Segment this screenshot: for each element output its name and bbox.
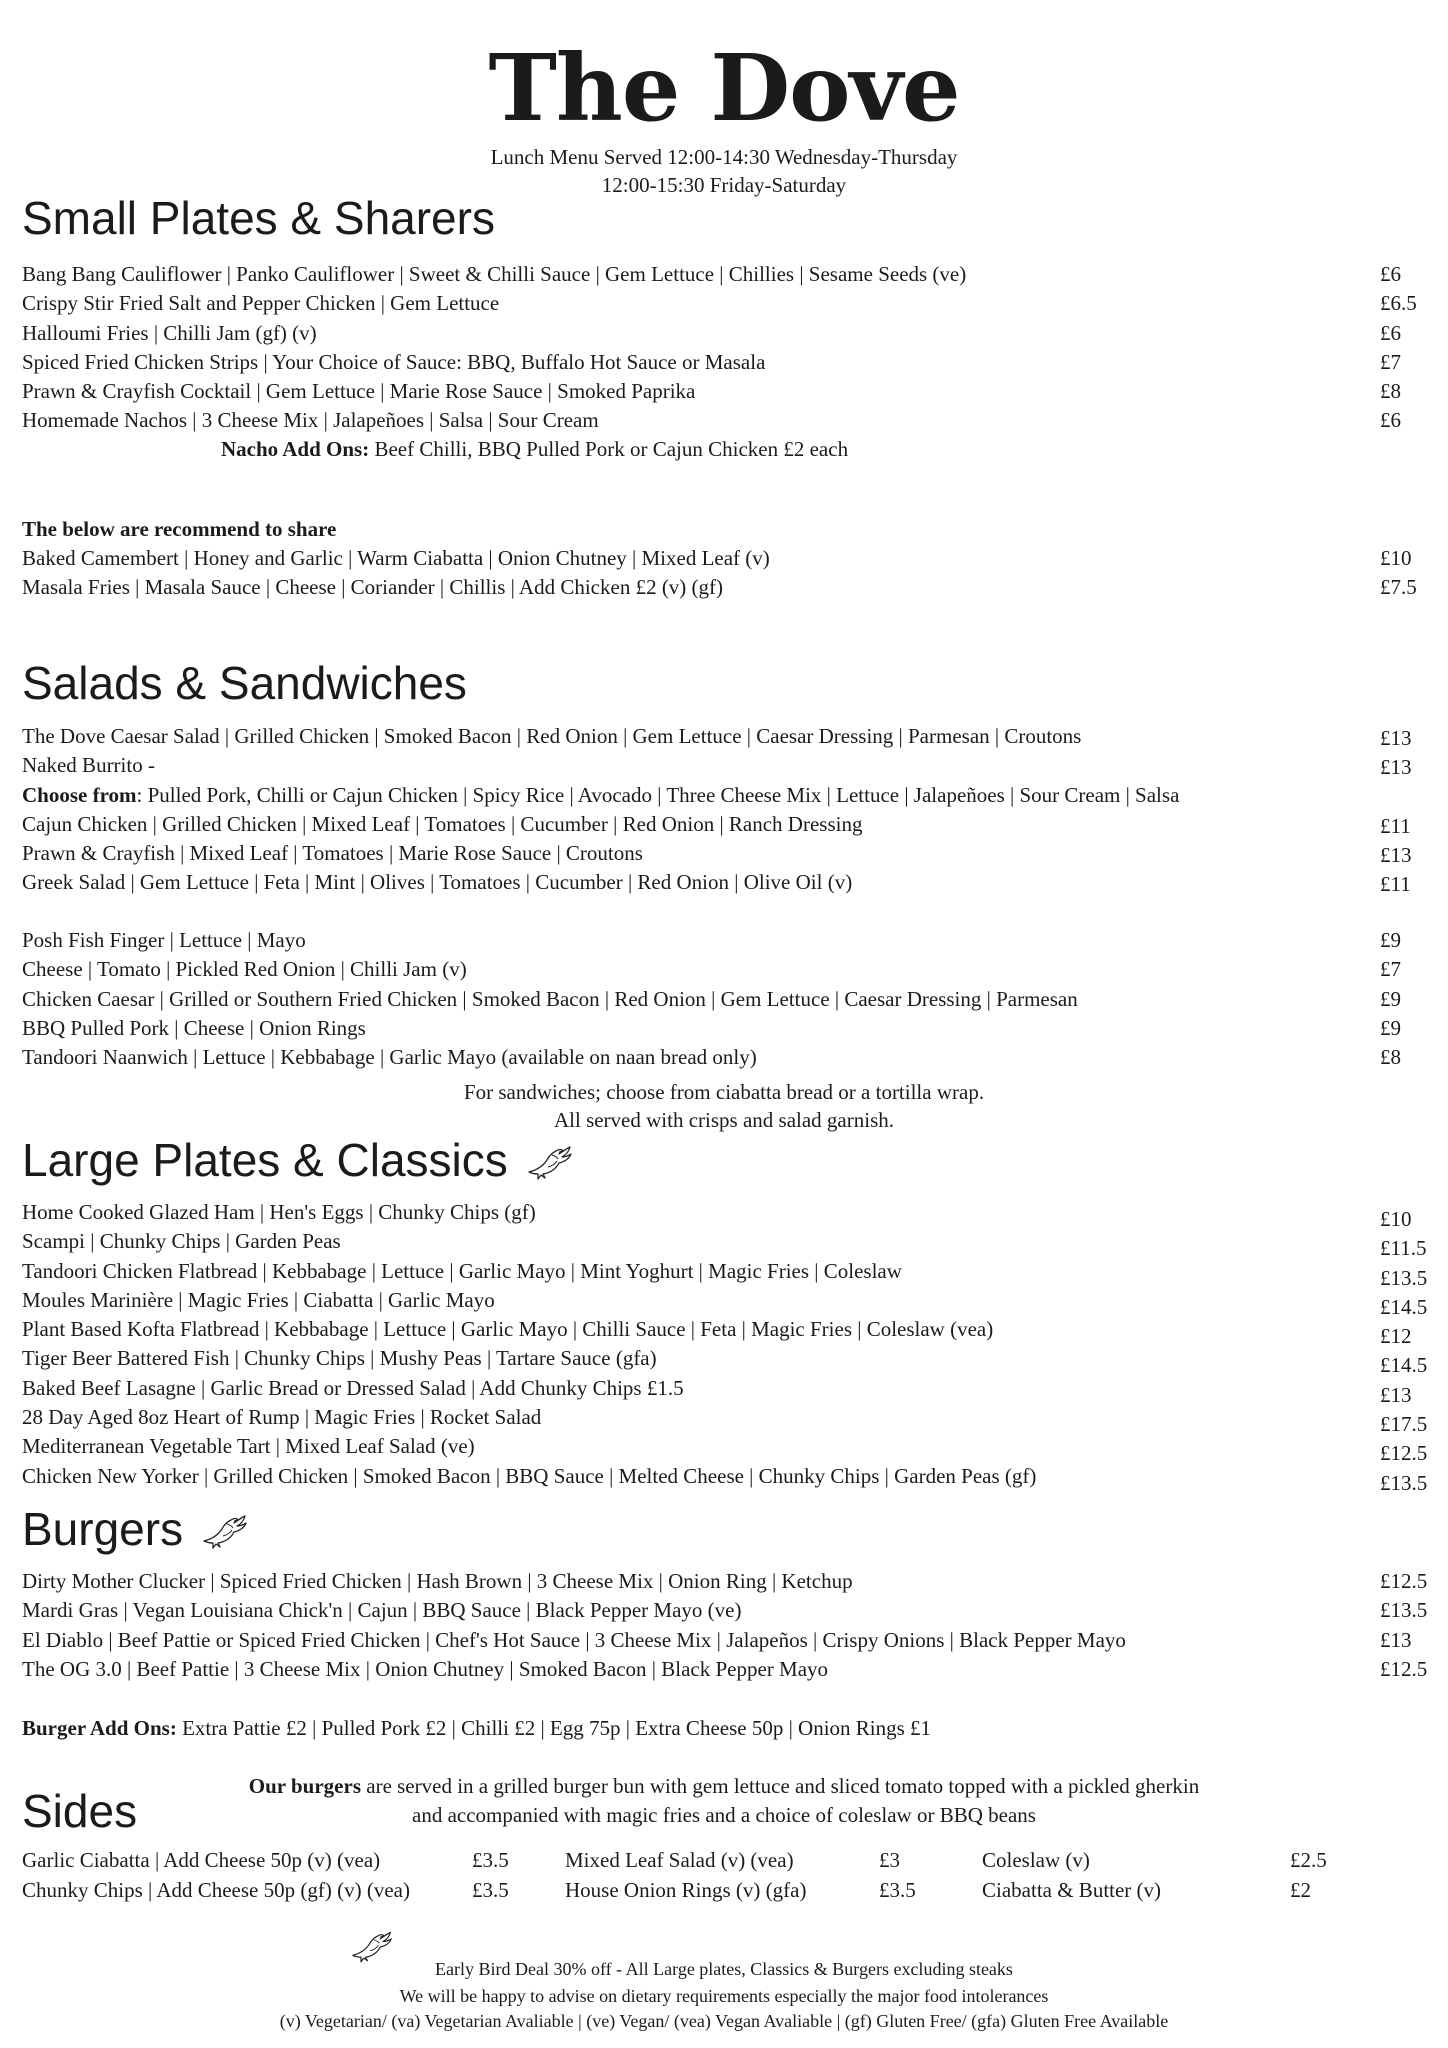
item-price: £14.5 (1380, 1294, 1428, 1319)
burrito-options (22, 781, 1432, 810)
menu-item (22, 319, 1432, 348)
menu-item (22, 1596, 1432, 1625)
salads-list (22, 722, 1432, 898)
menu-item (22, 573, 1432, 602)
section-heading-sides: Sides (22, 1785, 138, 1837)
item-name: BBQ Pulled Pork | Cheese | Onion Rings (22, 1015, 366, 1040)
menu-item (22, 1257, 1432, 1290)
item-name: Tiger Beer Battered Fish | Chunky Chips | Mushy Peas | Tartare Sauce (gfa) (22, 1346, 657, 1371)
item-name: Naked Burrito - (22, 753, 155, 778)
item-price: £13.5 (1380, 1470, 1428, 1495)
item-price: £13 (1380, 1627, 1412, 1652)
menu-item (22, 1567, 1432, 1596)
item-name: The OG 3.0 | Beef Pattie | 3 Cheese Mix | Onion Chutney | Smoked Bacon | Black Pepper Mayo (22, 1656, 829, 1681)
menu-item (22, 348, 1432, 377)
side-name: House Onion Rings (v) (gfa) (565, 1878, 807, 1902)
side-price: £2 (1290, 1878, 1311, 1902)
item-price: £7 (1380, 957, 1401, 982)
item-name: Homemade Nachos | 3 Cheese Mix | Jalapeñoes | Salsa | Sour Cream (22, 408, 599, 433)
section-heading-large-plates (22, 1133, 574, 1187)
section-heading-burgers (22, 1502, 249, 1556)
item-name: Crispy Stir Fried Salt and Pepper Chicken | Gem Lettuce (22, 291, 500, 316)
menu-item (22, 1626, 1432, 1655)
item-price: £9 (1380, 986, 1401, 1011)
sides-list (22, 1845, 1432, 1905)
menu-item (22, 1403, 1432, 1437)
item-name: Cajun Chicken | Grilled Chicken | Mixed Leaf | Tomatoes | Cucumber | Red Onion | Ranch Dressing (22, 811, 863, 836)
dietary-advice: We will be happy to advise on dietary requirements especially the major food intolerances (399, 1986, 1049, 2006)
item-price: £17.5 (1380, 1412, 1428, 1437)
item-price: £12.5 (1380, 1569, 1428, 1593)
section-heading-small-plates: Small Plates & Sharers (22, 192, 495, 244)
item-name: Greek Salad | Gem Lettuce | Feta | Mint | Olives | Tomatoes | Cucumber | Red Onion | Olive Oil (v) (22, 870, 853, 895)
item-price: £13.5 (1380, 1598, 1428, 1623)
burger-addons-text: Extra Pattie £2 | Pulled Pork £2 | Chilli £2 | Egg 75p | Extra Cheese 50p | Onion Rings £1 (176, 1716, 932, 1740)
menu-item (22, 810, 1432, 839)
burger-served-note (0, 1772, 1448, 1800)
item-price: £11 (1380, 813, 1411, 838)
item-price: £13 (1380, 843, 1412, 868)
side-price: £2.5 (1290, 1848, 1327, 1872)
item-price: £8 (1380, 1045, 1401, 1070)
item-name: Cheese | Tomato | Pickled Red Onion | Chilli Jam (v) (22, 957, 467, 982)
menu-item (22, 260, 1432, 289)
item-name: Home Cooked Glazed Ham | Hen's Eggs | Chunky Chips (gf) (22, 1200, 536, 1224)
item-name: Tandoori Chicken Flatbread | Kebbabage | Lettuce | Garlic Mayo | Mint Yoghurt | Magic Fries | Coleslaw (22, 1258, 902, 1283)
burger-addons-label: Burger Add Ons: (22, 1716, 177, 1740)
burger-addons (22, 1714, 931, 1743)
item-name: Chicken Caesar | Grilled or Southern Fried Chicken | Smoked Bacon | Red Onion | Gem Lettuce | Caesar Dressing | Parmesan (22, 986, 1078, 1011)
item-price: £6.5 (1380, 291, 1417, 316)
item-price: £12.5 (1380, 1441, 1428, 1466)
item-name: Masala Fries | Masala Sauce | Cheese | Coriander | Chillis | Add Chicken £2 (v) (gf) (22, 575, 724, 600)
share-label: The below are recommend to share (22, 517, 337, 541)
burger-served-label: Our burgers (248, 1774, 361, 1798)
item-name: Prawn & Crayfish | Mixed Leaf | Tomatoes | Marie Rose Sauce | Croutons (22, 841, 643, 866)
item-name: Scampi | Chunky Chips | Garden Peas (22, 1229, 341, 1254)
menu-item (22, 544, 1432, 573)
item-name: Plant Based Kofta Flatbread | Kebbabage | Lettuce | Garlic Mayo | Chilli Sauce | Feta | Magic Fries | Coleslaw (vea) (22, 1317, 994, 1342)
side-price: £3.5 (472, 1848, 509, 1872)
burgers-list (22, 1567, 1432, 1684)
share-list (22, 544, 1432, 603)
section-heading-salads: Salads & Sandwiches (22, 657, 467, 709)
menu-item (22, 722, 1432, 751)
item-price: £14.5 (1380, 1353, 1428, 1378)
menu-item (22, 1227, 1432, 1261)
item-price: £6 (1380, 408, 1401, 433)
large-plates-heading-text: Large Plates & Classics (22, 1134, 508, 1186)
early-bird-deal: Early Bird Deal 30% off - All Large plates, Classics & Burgers excluding steaks (435, 1959, 1013, 1979)
item-name: The Dove Caesar Salad | Grilled Chicken | Smoked Bacon | Red Onion | Gem Lettuce | Caesar Dressing | Parmesan | Croutons (22, 724, 1082, 748)
nacho-addons (221, 435, 848, 464)
item-price: £6 (1380, 262, 1401, 286)
sides-row (22, 1875, 1432, 1905)
item-price: £7 (1380, 349, 1401, 374)
burger-accompaniment-note: and accompanied with magic fries and a choice of coleslaw or BBQ beans (412, 1803, 1036, 1827)
menu-item (22, 406, 1432, 435)
item-name: Baked Camembert | Honey and Garlic | Warm Ciabatta | Onion Chutney | Mixed Leaf (v) (22, 546, 770, 570)
item-price: £6 (1380, 320, 1401, 345)
item-name: Chicken New Yorker | Grilled Chicken | Smoked Bacon | BBQ Sauce | Melted Cheese | Chunky Chips | Garden Peas (gf) (22, 1463, 1037, 1488)
item-name: Baked Beef Lasagne | Garlic Bread or Dressed Salad | Add Chunky Chips £1.5 (22, 1375, 684, 1400)
item-name: Spiced Fried Chicken Strips | Your Choice of Sauce: BBQ, Buffalo Hot Sauce or Masala (22, 349, 766, 374)
sides-row (22, 1845, 1432, 1875)
side-price: £3.5 (879, 1878, 916, 1902)
menu-item (22, 1462, 1432, 1495)
item-price: £7.5 (1380, 575, 1417, 600)
sandwiches-list (22, 926, 1432, 1072)
sandwich-bread-note: For sandwiches; choose from ciabatta bread or a tortilla wrap. (463, 1080, 985, 1104)
menu-item (22, 1286, 1432, 1319)
item-price: £11.5 (1380, 1236, 1427, 1261)
side-name: Mixed Leaf Salad (v) (vea) (565, 1848, 794, 1872)
item-name: Prawn & Crayfish Cocktail | Gem Lettuce | Marie Rose Sauce | Smoked Paprika (22, 379, 696, 404)
menu-item (22, 1344, 1432, 1378)
side-price: £3 (879, 1848, 900, 1872)
menu-hours-weekend: 12:00-15:30 Friday-Saturday (601, 173, 847, 197)
item-name: Bang Bang Cauliflower | Panko Cauliflower | Sweet & Chilli Sauce | Gem Lettuce | Chillies | Sesame Seeds (ve) (22, 262, 967, 286)
item-price: £9 (1380, 928, 1401, 952)
dietary-legend: (v) Vegetarian/ (va) Vegetarian Avaliable | (ve) Vegan/ (vea) Vegan Avaliable | (gf) Gluten Free/ (gfa) Gluten Free Available (279, 2011, 1169, 2031)
restaurant-title: The Dove (488, 34, 960, 142)
sandwich-garnish-note: All served with crisps and salad garnish. (553, 1108, 894, 1132)
nacho-addons-label: Nacho Add Ons: (221, 437, 370, 461)
nacho-addons-text: Beef Chilli, BBQ Pulled Pork or Cajun Chicken £2 each (369, 437, 849, 461)
item-name: Dirty Mother Clucker | Spiced Fried Chicken | Hash Brown | 3 Cheese Mix | Onion Ring | Ketchup (22, 1569, 853, 1593)
item-name: Halloumi Fries | Chilli Jam (gf) (v) (22, 320, 317, 345)
menu-item (22, 1014, 1432, 1043)
menu-item (22, 377, 1432, 406)
choose-from-label: Choose from (22, 782, 137, 807)
menu-item (22, 1374, 1432, 1407)
item-name: Posh Fish Finger | Lettuce | Mayo (22, 928, 306, 952)
menu-hours-weekday: Lunch Menu Served 12:00-14:30 Wednesday-Thursday (490, 145, 958, 169)
dove-icon (201, 1514, 249, 1552)
menu-item (22, 1315, 1432, 1349)
item-price: £10 (1380, 546, 1412, 570)
side-name: Ciabatta & Butter (v) (982, 1878, 1162, 1902)
burgers-heading-text: Burgers (22, 1503, 184, 1555)
item-price: £12 (1380, 1324, 1412, 1349)
side-name: Garlic Ciabatta | Add Cheese 50p (v) (vea) (22, 1848, 381, 1872)
small-plates-list (22, 260, 1432, 436)
menu-item (22, 751, 1432, 780)
item-name: Mediterranean Vegetable Tart | Mixed Leaf Salad (ve) (22, 1434, 475, 1459)
menu-item (22, 1432, 1432, 1466)
menu-item (22, 1198, 1432, 1231)
side-name: Chunky Chips | Add Cheese 50p (gf) (v) (vea) (22, 1878, 410, 1902)
item-price: £8 (1380, 379, 1401, 404)
menu-item (22, 985, 1432, 1014)
item-name: 28 Day Aged 8oz Heart of Rump | Magic Fries | Rocket Salad (22, 1405, 542, 1430)
item-price: £11 (1380, 872, 1411, 897)
item-price: £9 (1380, 1015, 1401, 1040)
item-price: £12.5 (1380, 1656, 1428, 1681)
menu-item (22, 1655, 1432, 1684)
item-price: £10 (1380, 1207, 1412, 1231)
item-price: £13 (1380, 726, 1412, 750)
item-name: Moules Marinière | Magic Fries | Ciabatta | Garlic Mayo (22, 1287, 495, 1312)
item-price: £13.5 (1380, 1265, 1428, 1290)
choose-from-text: : Pulled Pork, Chilli or Cajun Chicken | Spicy Rice | Avocado | Three Cheese Mix | Lettuce | Jalapeñoes | Sour Cream | Salsa (136, 782, 1180, 807)
item-price: £13 (1380, 755, 1412, 780)
item-price: £13 (1380, 1382, 1412, 1407)
side-price: £3.5 (472, 1878, 509, 1902)
menu-item (22, 926, 1432, 955)
menu-item (22, 868, 1432, 897)
menu-item (22, 289, 1432, 318)
item-name: Tandoori Naanwich | Lettuce | Kebbabage | Garlic Mayo (available on naan bread only) (22, 1045, 757, 1070)
menu-item (22, 1043, 1432, 1072)
large-plates-list (22, 1198, 1432, 1495)
dove-icon (526, 1145, 574, 1183)
item-name: Mardi Gras | Vegan Louisiana Chick'n | Cajun | BBQ Sauce | Black Pepper Mayo (ve) (22, 1598, 742, 1623)
menu-item (22, 955, 1432, 984)
menu-item (22, 839, 1432, 868)
side-name: Coleslaw (v) (982, 1848, 1090, 1872)
burger-served-text-1: are served in a grilled burger bun with gem lettuce and sliced tomato topped with a pickled gherkin (361, 1774, 1200, 1798)
item-name: El Diablo | Beef Pattie or Spiced Fried Chicken | Chef's Hot Sauce | 3 Cheese Mix | Jalapeños | Crispy Onions | Black Pepper Mayo (22, 1627, 1126, 1652)
